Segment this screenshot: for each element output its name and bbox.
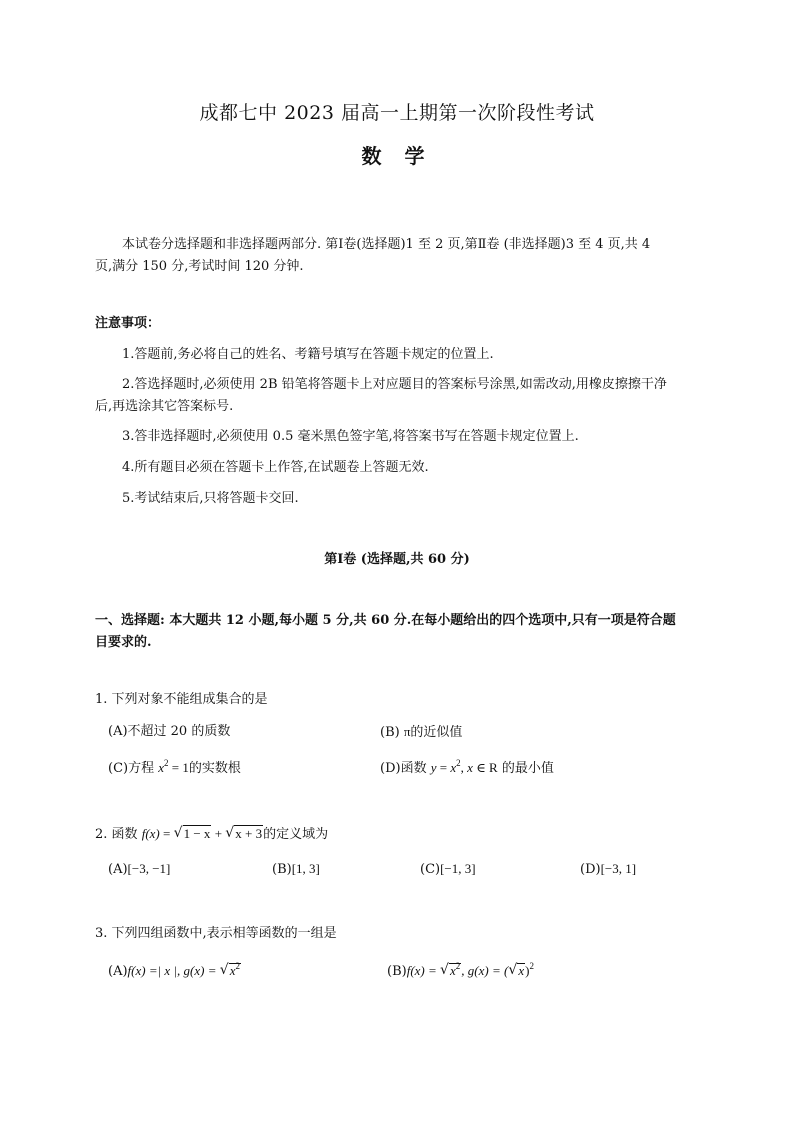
q2-eq: =	[159, 826, 174, 841]
question-3-stem: 3. 下列四组函数中,表示相等函数的一组是	[95, 926, 337, 941]
q2-a-label: (A)	[108, 862, 128, 877]
q1-d-label: (D)函数	[380, 761, 427, 776]
section-instruction-1: 一、选择题: 本大题共 12 小题,每小题 5 分,共 60 分.在每小题给出的四个选项中,只有一项是符合题	[95, 613, 676, 628]
q1-d-text: 的最小值	[497, 761, 554, 776]
q2-sqrt-2	[225, 823, 263, 846]
q1-c-label: (C)方程	[108, 761, 155, 776]
q1-b-symbol: π	[403, 724, 411, 739]
question-2-stem	[95, 823, 328, 846]
q1-b-text: 的近似值	[410, 725, 463, 740]
q1-d-y: y	[430, 760, 437, 775]
q3-b-sqrt-2	[508, 960, 525, 983]
q1-option-d	[380, 757, 554, 780]
notice-item-4: 4.所有题目必须在答题卡上作答,在试题卷上答题无效.	[122, 460, 429, 475]
q3-a-sqrt	[220, 960, 241, 983]
q1-d-x: x	[450, 760, 457, 775]
q2-option-b	[272, 858, 320, 881]
question-1-stem: 1. 下列对象不能组成集合的是	[95, 692, 268, 707]
q3-a-label: (A)	[108, 964, 128, 979]
q1-c-exp: 2	[164, 758, 169, 768]
q2-b-value: [1, 3]	[291, 861, 320, 876]
q3-option-a	[108, 960, 241, 983]
q2-f: f	[141, 826, 146, 841]
q1-d-exp: 2	[456, 758, 461, 768]
q3-option-b	[387, 960, 534, 983]
exam-title: 成都七中 2023 届高一上期第一次阶段性考试	[199, 102, 595, 124]
notice-item-5: 5.考试结束后,只将答题卡交回.	[122, 491, 299, 506]
exam-subject: 数 学	[361, 144, 433, 168]
q2-b-label: (B)	[272, 862, 292, 877]
q3-a-radicand: x	[229, 963, 236, 978]
notice-item-2-cont: 后,再选涂其它答案标号.	[95, 399, 234, 414]
section-instruction-2: 目要求的.	[95, 635, 152, 650]
q2-option-a	[108, 858, 170, 881]
section-title: 第Ⅰ卷 (选择题,共 60 分)	[324, 552, 470, 567]
q2-c-label: (C)	[420, 862, 441, 877]
notice-heading: 注意事项：	[95, 316, 161, 331]
q3-b-radicand-1: x	[450, 963, 456, 978]
q2-stem-pre: 2. 函数	[95, 827, 138, 842]
q3-b-close: )	[525, 963, 530, 978]
q1-c-text: 的实数根	[188, 761, 241, 776]
notice-item-3: 3.答非选择题时,必须使用 0.5 毫米黑色签字笔,将答案书写在答题卡规定位置上.	[122, 429, 579, 444]
notice-item-1: 1.答题前,务必将自己的姓名、考籍号填写在答题卡规定的位置上.	[122, 347, 494, 362]
q3-b-radicand-2: x	[518, 963, 525, 978]
q2-radicand-2: x + 3	[235, 826, 263, 841]
q1-option-b	[380, 721, 462, 744]
radical-sign-icon: √	[219, 962, 229, 978]
q1-d-eq: =	[436, 760, 451, 775]
q1-b-label: (B)	[380, 725, 400, 740]
intro-line-2: 页,满分 150 分,考试时间 120 分钟.	[95, 259, 304, 274]
q2-d-label: (D)	[580, 862, 601, 877]
q2-f-arg: (x)	[145, 826, 160, 841]
q3-a-expr: f(x) =| x |, g(x) =	[127, 963, 220, 978]
intro-line-1: 本试卷分选择题和非选择题两部分. 第Ⅰ卷(选择题)1 至 2 页,第Ⅱ卷 (非选择题)3 至 4 页,共 4	[122, 237, 651, 252]
notice-item-2: 2.答选择题时,必须使用 2B 铅笔将答题卡上对应题目的答案标号涂黑,如需改动,用橡皮擦擦干净	[122, 377, 667, 392]
q3-b-sqrt-1	[440, 960, 461, 983]
q2-sqrt-1	[174, 823, 212, 846]
q2-plus: +	[211, 826, 226, 841]
q3-b-label: (B)	[387, 964, 407, 979]
radical-sign-icon: √	[173, 825, 183, 841]
q1-option-a: (A)不超过 20 的质数	[108, 724, 231, 739]
q2-option-d	[580, 858, 636, 881]
radical-sign-icon: √	[508, 962, 518, 978]
q1-c-eq: = 1	[168, 760, 189, 775]
q3-b-exp: 2	[529, 961, 534, 971]
radical-sign-icon: √	[440, 962, 449, 978]
q2-d-value: [−3, 1]	[600, 861, 637, 876]
q2-stem-post: 的定义域为	[263, 827, 329, 842]
q2-c-value: [−1, 3]	[440, 861, 476, 876]
q1-d-in: ∈ R	[472, 760, 498, 775]
q3-b-g: , g(x) = (	[461, 963, 509, 978]
q1-d-mid: ,	[460, 760, 468, 775]
q2-a-value: [−3, −1]	[127, 861, 171, 876]
q2-option-c	[420, 858, 476, 881]
radical-sign-icon: √	[225, 825, 235, 841]
q1-option-c	[108, 757, 241, 780]
q3-a-radicand-exp: 2	[235, 961, 241, 971]
q1-c-var: x	[158, 760, 165, 775]
q3-b-f: f(x) =	[406, 963, 441, 978]
q3-b-radicand-exp: 2	[455, 961, 461, 971]
q2-radicand-1: 1 − x	[183, 826, 211, 841]
q1-d-x2: x	[467, 760, 473, 775]
